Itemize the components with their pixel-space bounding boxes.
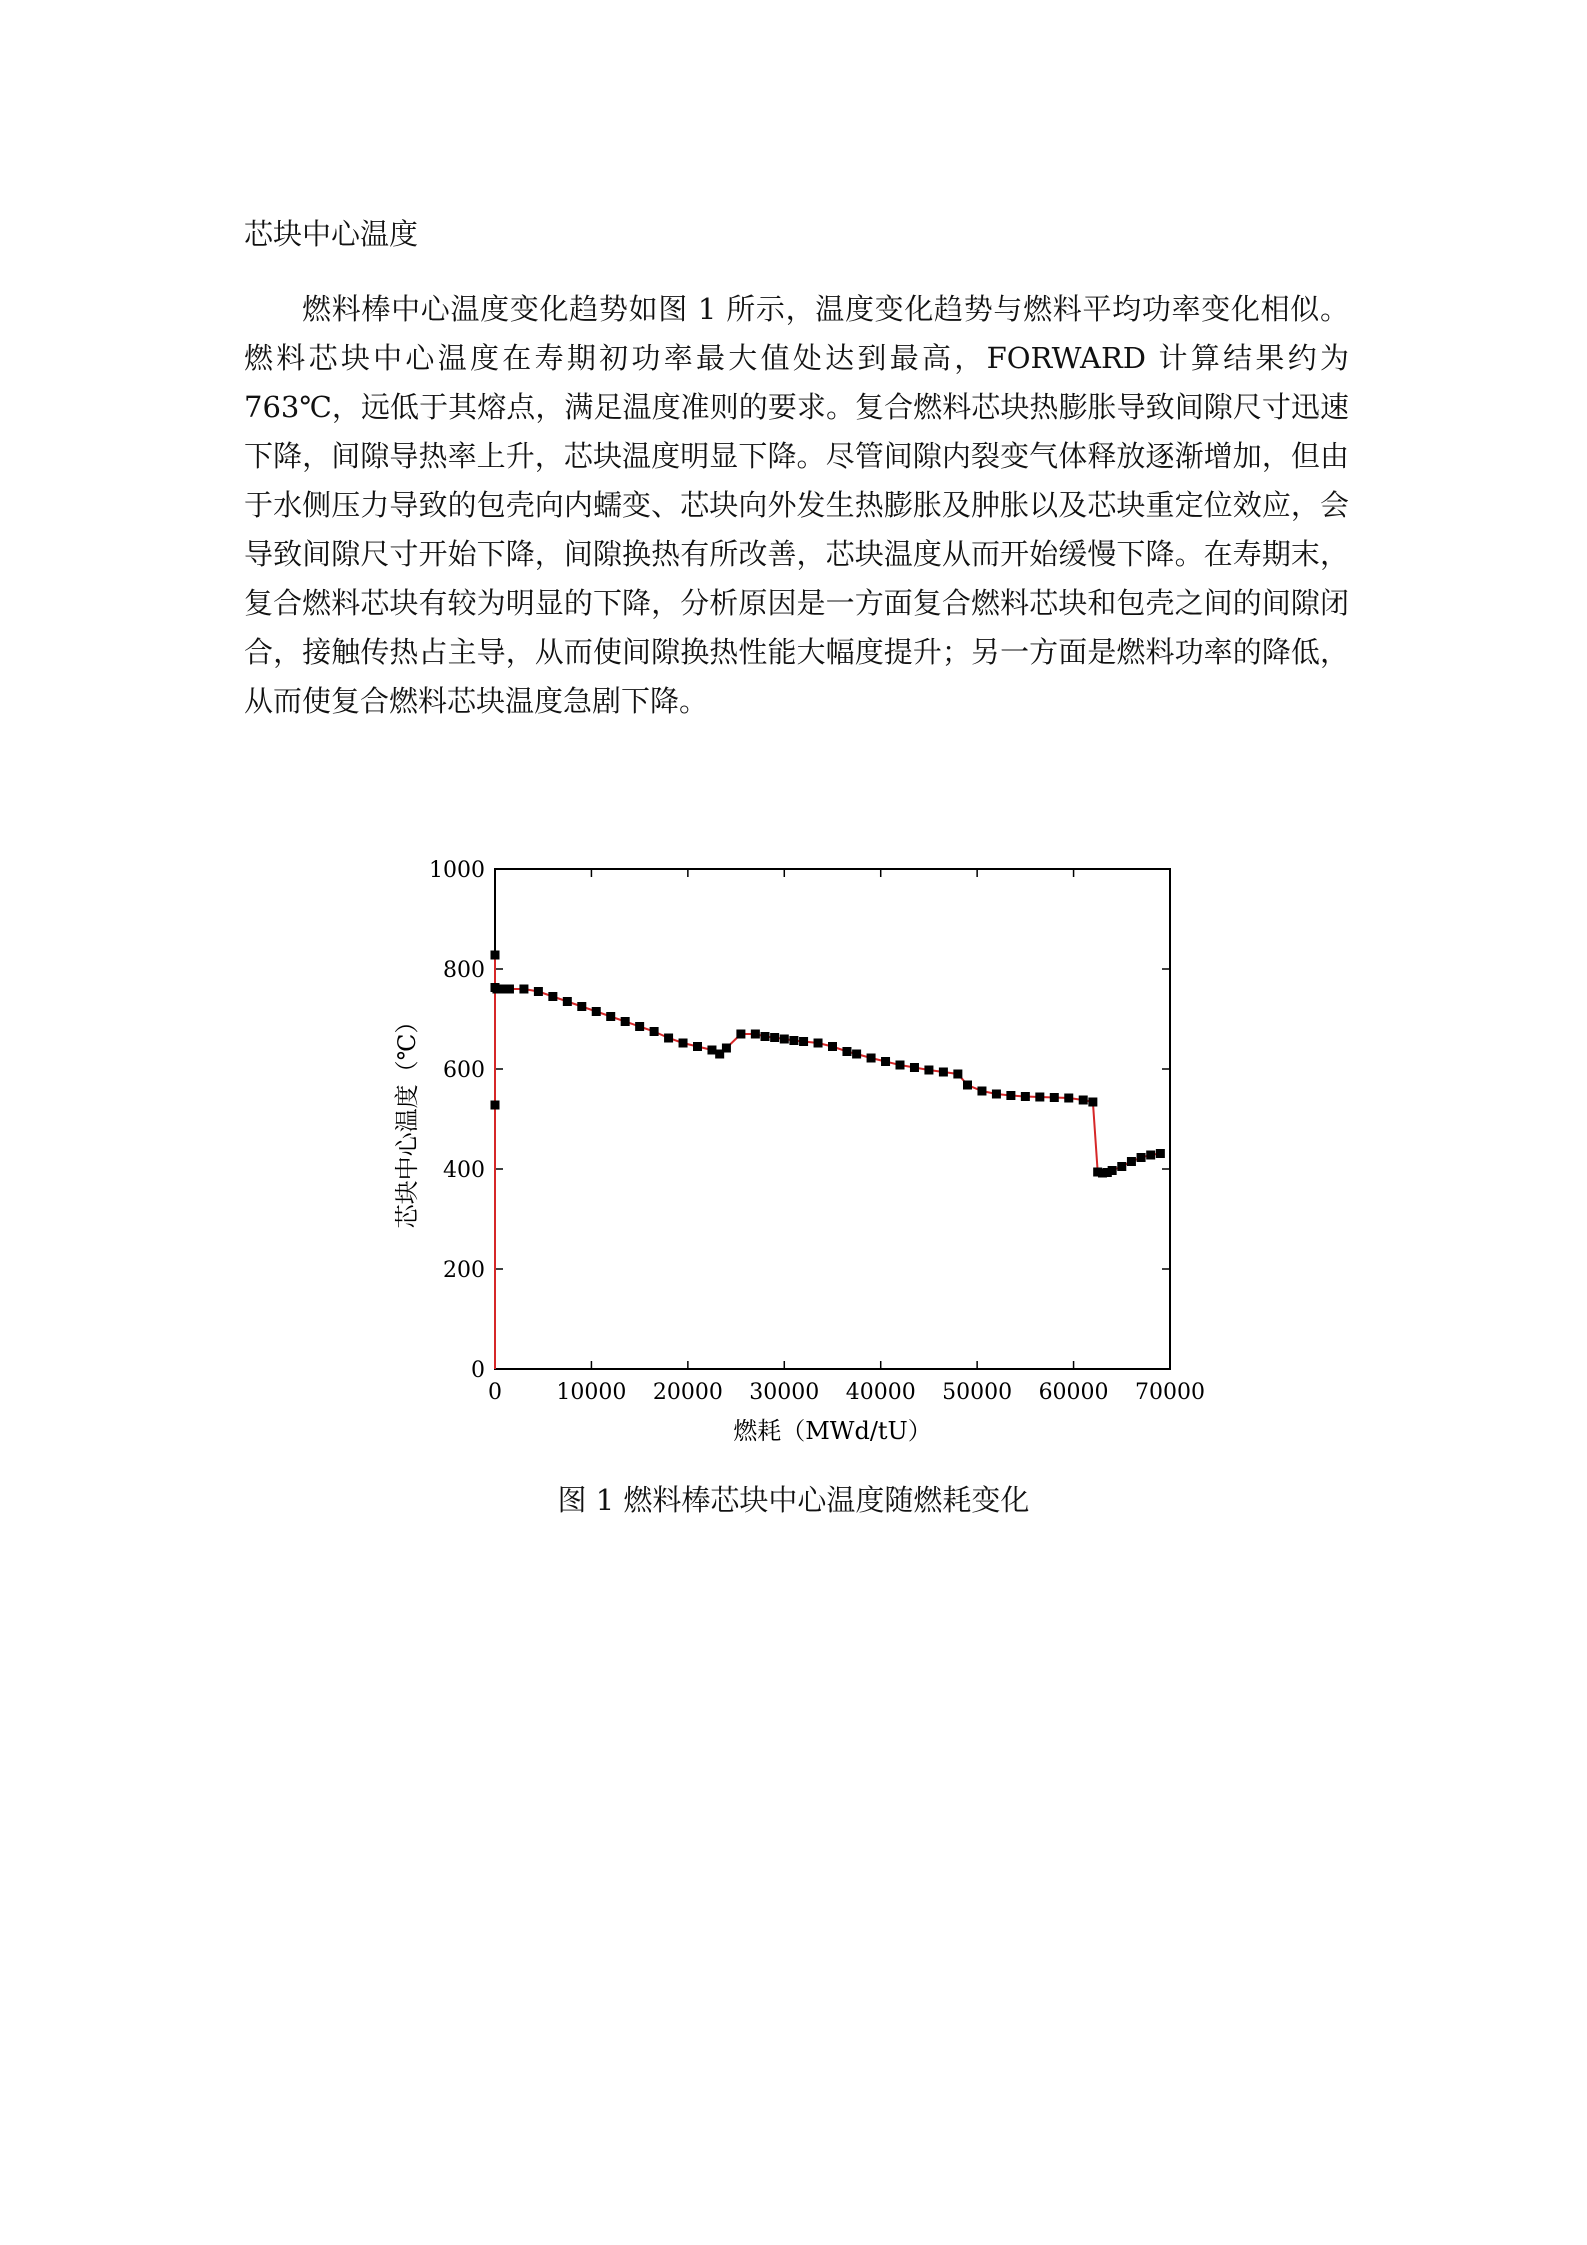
data-point [789, 1036, 798, 1045]
section-title: 芯块中心温度 [244, 217, 419, 251]
data-point [635, 1022, 644, 1031]
data-point [577, 1002, 586, 1011]
data-point [1035, 1093, 1044, 1102]
data-point [679, 1039, 688, 1048]
data-point [814, 1039, 823, 1048]
data-point [722, 1044, 731, 1053]
data-point [751, 1030, 760, 1039]
x-tick-label: 70000 [1135, 1380, 1205, 1405]
series-line [495, 955, 1160, 1369]
data-point [707, 1046, 716, 1055]
data-point [910, 1063, 919, 1072]
data-point [519, 985, 528, 994]
figure-caption: 图 1 燃料棒芯块中心温度随燃耗变化 [557, 1483, 1030, 1517]
data-point [1021, 1092, 1030, 1101]
data-point [1006, 1091, 1015, 1100]
data-point [1127, 1157, 1136, 1166]
body-paragraph: 燃料棒中心温度变化趋势如图 1 所示，温度变化趋势与燃料平均功率变化相似。燃料芯块中心温度在寿期初功率最大值处达到最高，FORWARD 计算结果约为 763℃，远低于其熔点，满足温度准则的要求。复合燃料芯块热膨胀导致间隙尺寸迅速下降，间隙导热率上升，芯块温度明显下降。尽管间隙内裂变气体释放逐渐增加，但由于水侧压力导致的包壳向内蠕变、芯块向外发生热膨胀及肿胀以及芯块重定位效应，会导致间隙尺寸开始下降，间隙换热有所改善，芯块温度从而开始缓慢下降。在寿期末，复合燃料芯块有较为明显的下降，分析原因是一方面复合燃料芯块和包壳之间的间隙闭合，接触传热占主导，从而使间隙换热性能大幅度提升；另一方面是燃料功率的降低，从而使复合燃料芯块温度急剧下降。 [244, 292, 1349, 718]
data-point [770, 1033, 779, 1042]
figure-temperature-chart [370, 850, 1230, 1445]
data-point [534, 987, 543, 996]
data-point [1088, 1098, 1097, 1107]
data-point [606, 1012, 615, 1021]
data-point [693, 1042, 702, 1051]
data-point [1117, 1162, 1126, 1171]
data-point [992, 1090, 1001, 1099]
plot-frame [495, 869, 1170, 1369]
data-point [491, 1101, 500, 1110]
y-tick-label: 0 [471, 1358, 485, 1383]
data-point [963, 1081, 972, 1090]
x-tick-label: 30000 [749, 1380, 820, 1405]
data-point [852, 1050, 861, 1059]
data-point [780, 1035, 789, 1044]
data-point [761, 1032, 770, 1041]
axis-ticks [429, 858, 1205, 1405]
data-point [1079, 1096, 1088, 1105]
x-tick-label: 20000 [652, 1380, 723, 1405]
y-tick-label: 200 [443, 1258, 485, 1283]
data-point [1146, 1151, 1155, 1160]
series-polyline [495, 955, 1160, 1369]
data-point [924, 1066, 933, 1075]
data-point [881, 1057, 890, 1066]
data-point [563, 997, 572, 1006]
data-point [953, 1070, 962, 1079]
data-point [896, 1061, 905, 1070]
data-point [491, 951, 500, 960]
data-point [592, 1007, 601, 1016]
data-point [977, 1087, 986, 1096]
data-point [505, 985, 514, 994]
data-point [828, 1042, 837, 1051]
data-point [1108, 1166, 1117, 1175]
data-point [548, 992, 557, 1001]
data-point [621, 1017, 630, 1026]
line-chart [370, 850, 1230, 1445]
y-tick-label: 400 [443, 1158, 485, 1183]
data-point [799, 1037, 808, 1046]
y-tick-label: 800 [443, 958, 485, 983]
x-axis-label: 燃耗（MWd/tU） [733, 1417, 932, 1445]
data-point [1156, 1149, 1165, 1158]
data-point [842, 1047, 851, 1056]
y-axis-label: 芯块中心温度（℃） [393, 1009, 421, 1229]
x-tick-label: 0 [488, 1380, 502, 1405]
data-point [650, 1027, 659, 1036]
series-markers [491, 951, 1165, 1178]
data-point [939, 1068, 948, 1077]
data-point [1064, 1094, 1073, 1103]
data-point [867, 1054, 876, 1063]
x-tick-label: 40000 [845, 1380, 916, 1405]
y-tick-label: 600 [443, 1058, 485, 1083]
data-point [1137, 1153, 1146, 1162]
x-tick-label: 10000 [556, 1380, 627, 1405]
data-point [1050, 1093, 1059, 1102]
x-tick-label: 50000 [942, 1380, 1013, 1405]
data-point [736, 1030, 745, 1039]
y-tick-label: 1000 [429, 858, 485, 883]
x-tick-label: 60000 [1038, 1380, 1109, 1405]
data-point [664, 1034, 673, 1043]
